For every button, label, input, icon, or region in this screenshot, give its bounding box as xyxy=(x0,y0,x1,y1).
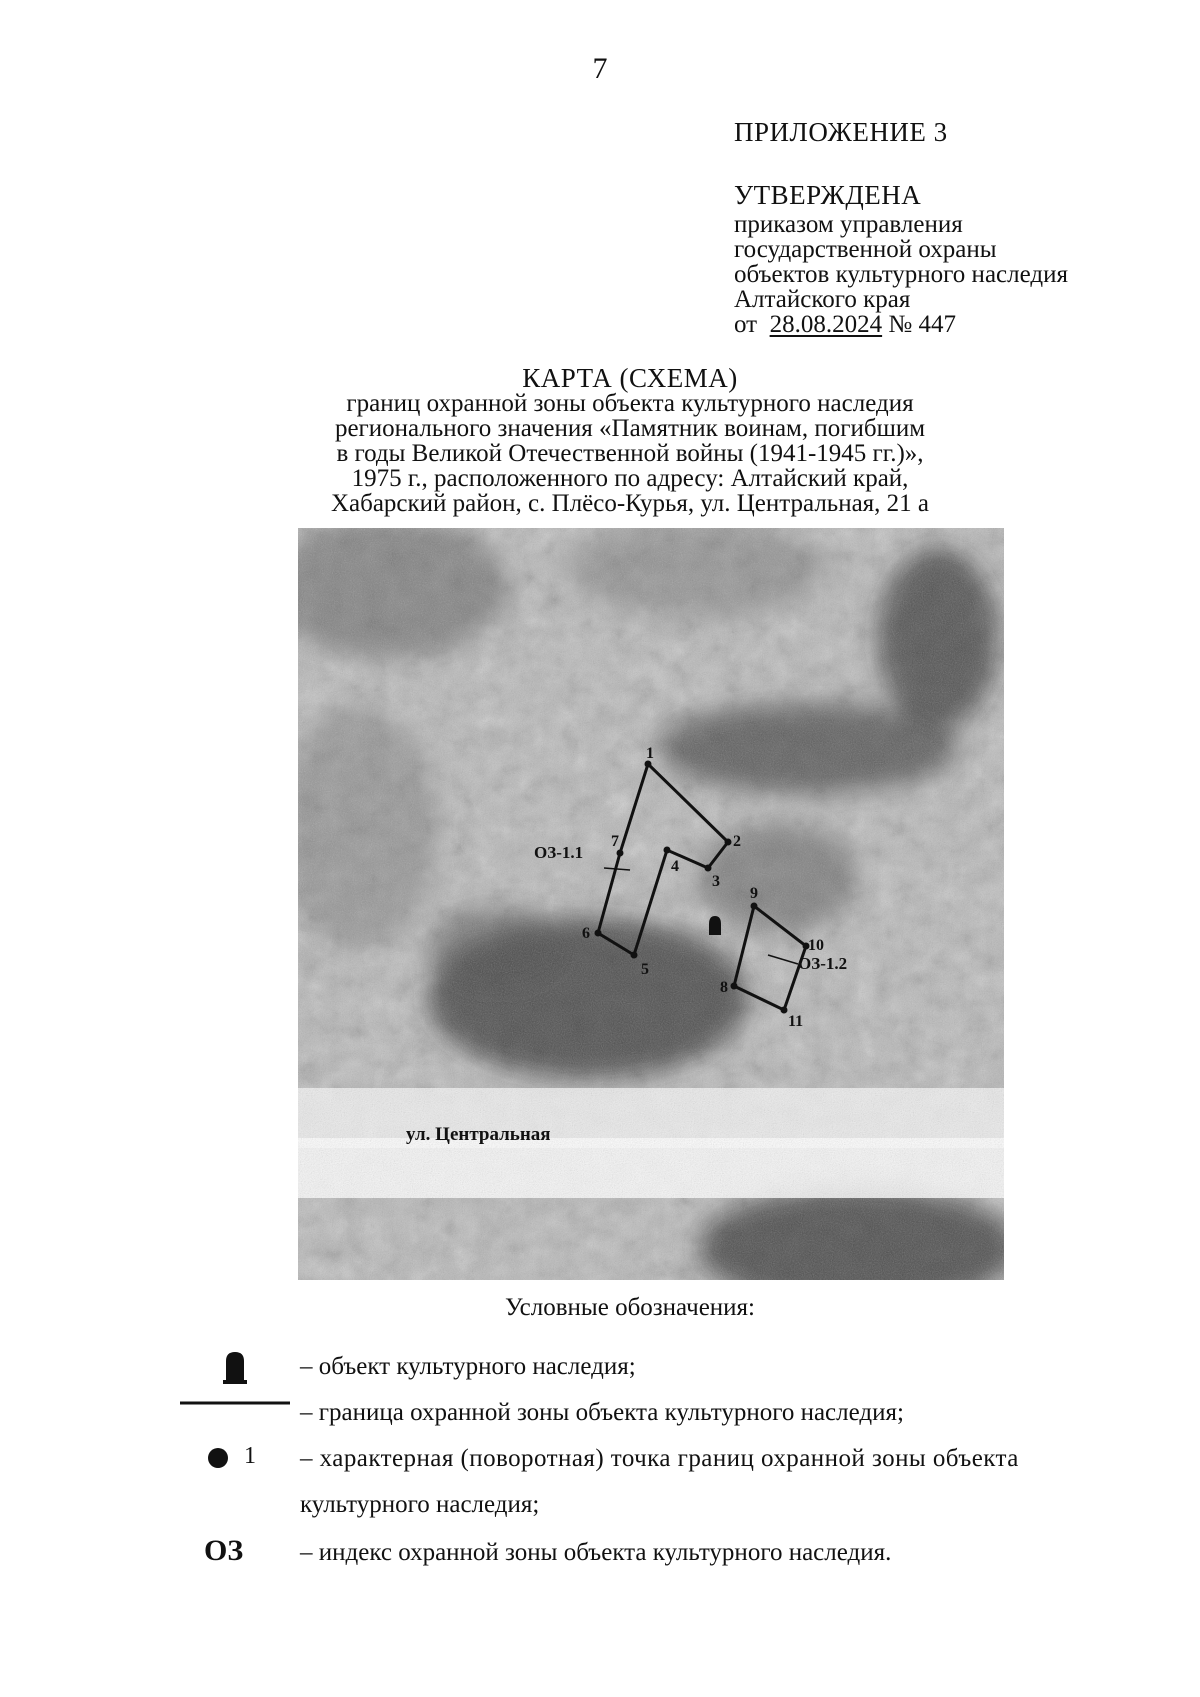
legend-title: Условные обозначения: xyxy=(504,1294,756,1321)
approval-line: приказом управления xyxy=(734,211,963,238)
boundary-point xyxy=(664,847,671,854)
map-title-line: в годы Великой Отечественной войны (1941-1945 гг.)», xyxy=(336,440,924,467)
map-title xyxy=(300,363,960,517)
legend-item: – индекс охранной зоны объекта культурного наследия. xyxy=(300,1539,892,1566)
street-label: ул. Центральная xyxy=(406,1124,551,1145)
approval-title: УТВЕРЖДЕНА xyxy=(734,180,922,210)
monument-icon xyxy=(222,1350,252,1386)
map-title-line: границ охранной зоны объекта культурного наследия xyxy=(346,390,914,417)
boundary-point xyxy=(781,1007,788,1014)
boundary-point xyxy=(731,983,738,990)
point-label: 6 xyxy=(582,925,590,942)
point-label: 11 xyxy=(788,1013,804,1030)
legend-zone-index-label: ОЗ xyxy=(204,1534,244,1567)
map-title-line: 1975 г., расположенного по адресу: Алтайский край, xyxy=(351,465,909,492)
monument-icon xyxy=(709,916,721,935)
point-label: 7 xyxy=(611,833,619,850)
legend-point-label: 1 xyxy=(244,1443,256,1469)
approval-line: Алтайского края xyxy=(734,286,911,313)
approval-date: 28.08.2024 xyxy=(769,311,883,338)
zone-label-oz-1-1: ОЗ-1.1 xyxy=(534,843,584,862)
approval-number-line xyxy=(734,312,1068,337)
aerial-map xyxy=(298,528,1004,1280)
page-number: 7 xyxy=(592,52,608,85)
point-label: 3 xyxy=(712,873,720,890)
approval-block xyxy=(734,180,1068,338)
boundary-point xyxy=(595,930,602,937)
point-label: 4 xyxy=(671,858,679,875)
point-label: 9 xyxy=(750,885,758,902)
boundary-point xyxy=(725,839,732,846)
point-label: 2 xyxy=(733,833,741,850)
approval-number: № 447 xyxy=(888,311,956,338)
approval-prefix: от xyxy=(734,311,758,338)
approval-line: объектов культурного наследия xyxy=(734,261,1068,288)
boundary-point xyxy=(751,903,758,910)
legend-item: культурного наследия; xyxy=(300,1491,540,1518)
map-title-line: Хабарский район, с. Плёсо-Курья, ул. Центральная, 21 а xyxy=(330,490,930,517)
appendix-label: ПРИЛОЖЕНИЕ 3 xyxy=(734,117,948,147)
boundary-line-icon xyxy=(180,1400,290,1406)
legend-item: – характерная (поворотная) точка границ охранной зоны объекта xyxy=(300,1445,1019,1472)
map-title-line: регионального значения «Памятник воинам, погибшим xyxy=(334,415,926,442)
boundary-point xyxy=(705,865,712,872)
legend-item: – объект культурного наследия; xyxy=(300,1353,636,1380)
boundary-point xyxy=(631,952,638,959)
map-heading: КАРТА (СХЕМА) xyxy=(522,363,738,393)
point-label: 8 xyxy=(720,979,728,996)
point-label: 10 xyxy=(808,937,824,954)
legend-item: – граница охранной зоны объекта культурного наследия; xyxy=(300,1399,904,1426)
point-icon xyxy=(206,1446,230,1470)
point-label: 5 xyxy=(641,961,649,978)
zone-label-oz-1-2: ОЗ-1.2 xyxy=(798,954,848,973)
boundary-point xyxy=(617,850,624,857)
point-label: 1 xyxy=(646,745,654,762)
approval-line: государственной охраны xyxy=(734,236,997,263)
